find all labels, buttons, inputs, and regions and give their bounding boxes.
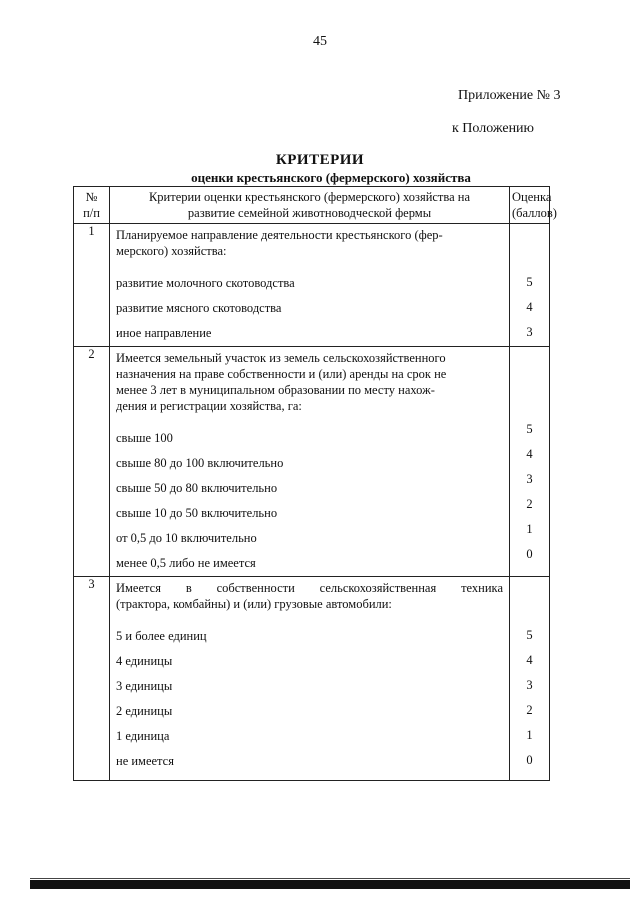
option-score: 4	[526, 447, 533, 461]
header-score-line1: Оценка	[512, 190, 552, 204]
appendix-label: Приложение № 3	[458, 88, 561, 103]
document-title: КРИТЕРИИ	[275, 152, 365, 168]
table-row	[74, 347, 550, 577]
header-score-line2: (баллов)	[512, 206, 557, 220]
option-label: 5 и более единиц	[116, 629, 207, 643]
option-score: 4	[526, 300, 533, 314]
option-score: 5	[526, 422, 533, 436]
option-label: развитие молочного скотоводства	[116, 276, 295, 290]
option-label: свыше 10 до 50 включительно	[116, 506, 278, 520]
option-label: от 0,5 до 10 включительно	[116, 531, 257, 545]
row-number: 1	[74, 224, 110, 347]
criterion-heading-line: (трактора, комбайны) и (или) грузовые автомобили:	[116, 597, 392, 611]
option-score: 3	[526, 325, 533, 339]
option-label: свыше 80 до 100 включительно	[116, 456, 284, 470]
score-cell	[510, 347, 550, 577]
option-score: 2	[526, 497, 533, 511]
header-criteria	[110, 187, 510, 224]
table-row	[74, 224, 550, 347]
option-label: 3 единицы	[116, 679, 173, 693]
appendix-reference: к Положению	[452, 121, 535, 136]
option-score: 5	[526, 628, 533, 642]
table-row	[74, 577, 550, 781]
document-subtitle: оценки крестьянского (фермерского) хозяйства	[191, 170, 471, 185]
header-score	[510, 187, 557, 224]
score-cell	[510, 577, 550, 781]
scan-edge-bar	[30, 880, 630, 889]
option-label: не имеется	[116, 754, 174, 768]
criterion-heading-line: дения и регистрации хозяйства, га:	[116, 399, 302, 413]
option-label: менее 0,5 либо не имеется	[116, 556, 256, 570]
criterion-heading-line: Имеется в собственности сельскохозяйственная техника	[116, 581, 503, 595]
option-label: свыше 100	[116, 431, 173, 445]
table-header-row	[74, 187, 550, 224]
option-label: развитие мясного скотоводства	[116, 301, 282, 315]
criterion-cell	[110, 347, 510, 577]
option-score: 5	[526, 275, 533, 289]
row-number: 3	[74, 577, 110, 781]
scan-edge-line	[30, 878, 630, 879]
option-score: 0	[526, 547, 533, 561]
criterion-heading-line: мерского) хозяйства:	[116, 244, 227, 258]
score-cell	[510, 224, 550, 347]
option-label: свыше 50 до 80 включительно	[116, 481, 278, 495]
criterion-heading	[110, 224, 509, 261]
option-label: 4 единицы	[116, 654, 173, 668]
option-score: 3	[526, 678, 533, 692]
option-score: 1	[526, 728, 533, 742]
page-number: 45	[313, 34, 327, 49]
header-criteria-line2: развитие семейной животноводческой фермы	[187, 206, 432, 220]
row-number: 2	[74, 347, 110, 577]
option-score: 2	[526, 703, 533, 717]
criterion-heading-line: назначения на праве собственности и (или) аренды на срок не	[116, 367, 447, 381]
criterion-heading	[110, 347, 509, 416]
option-score: 1	[526, 522, 533, 536]
option-score: 0	[526, 753, 533, 767]
criterion-heading-line: Планируемое направление деятельности крестьянского (фер-	[116, 228, 443, 242]
criterion-heading-line: менее 3 лет в муниципальном образовании по месту нахож-	[116, 383, 435, 397]
header-number-line2: п/п	[83, 206, 100, 220]
option-label: иное направление	[116, 326, 212, 340]
header-number-line1: №	[85, 190, 98, 204]
header-number	[74, 187, 110, 224]
option-score: 3	[526, 472, 533, 486]
criterion-heading	[110, 577, 509, 614]
option-label: 1 единица	[116, 729, 170, 743]
criterion-cell	[110, 224, 510, 347]
option-label: 2 единицы	[116, 704, 173, 718]
criterion-cell	[110, 577, 510, 781]
criteria-table	[73, 186, 557, 781]
criterion-heading-line: Имеется земельный участок из земель сельскохозяйственного	[116, 351, 446, 365]
option-score: 4	[526, 653, 533, 667]
header-criteria-line1: Критерии оценки крестьянского (фермерского) хозяйства на	[148, 190, 471, 204]
